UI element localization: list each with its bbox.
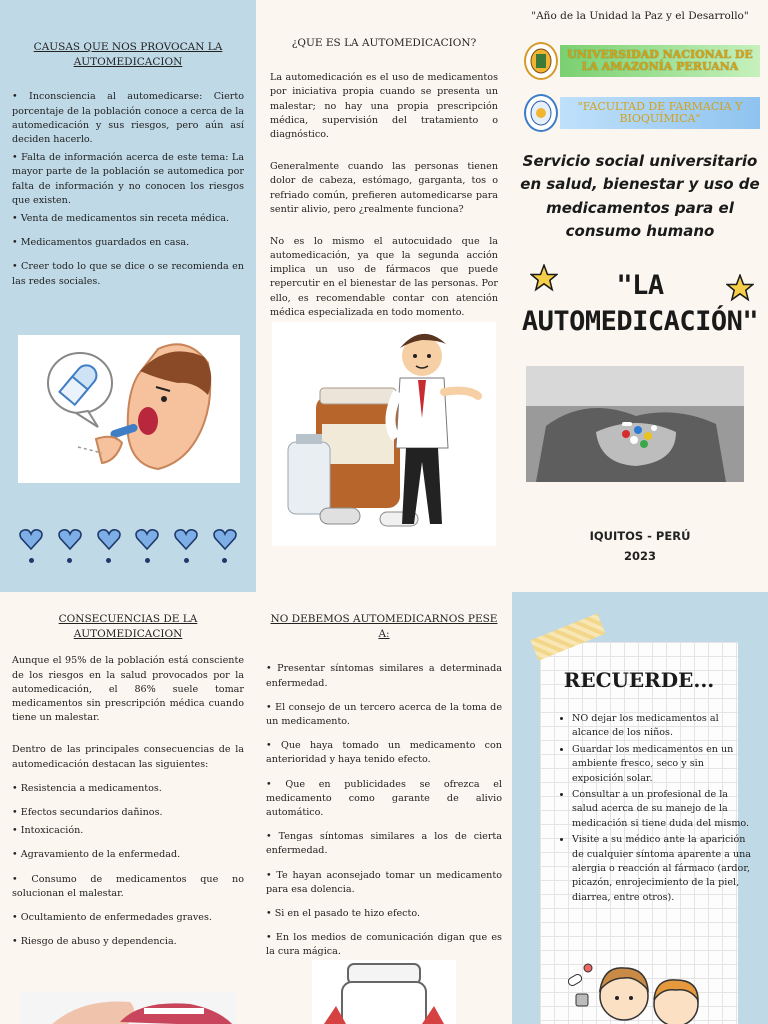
list-item: • Visite a su médico ante la aparición de cualquier síntoma aparente a una alergia o reacción al fármaco (ardor, picazón, enrojecimiento de la piel, diarrea, entre otros).: [572, 833, 752, 905]
hands-pills-photo: [526, 366, 744, 482]
main-title: [512, 268, 768, 341]
mouth-pill-photo: [20, 992, 236, 1024]
list-item: • Consultar a un profesional de la salud acerca de su manejo de la medicación si tiene duda del mismo.: [572, 788, 752, 831]
year: 2023: [623, 548, 656, 563]
paragraph: Aunque el 95% de la población está consciente de los riesgos en la salud provocados por la automedicación, el 86% suele tomar medicamentos sin prescripción médica cuando tiene un malestar.: [12, 655, 244, 724]
city: IQUITOS - PERÚ: [589, 529, 691, 543]
paragraph: Generalmente cuando las personas tienen dolor de cabeza, estómago, garganta, tos o refriado común, prefieren automedicarse para sentir alivio, pero ¿realmente funciona?: [270, 161, 498, 215]
university-banner: [524, 42, 760, 80]
pill-bottle-illustration: [312, 960, 456, 1024]
heart-icon: [212, 528, 238, 563]
list-item: • Te hayan aconsejado tomar un medicamento para esa dolencia.: [266, 869, 502, 895]
paragraph: Dentro de las principales consecuencias de la automedicación destacan las siguientes:: [12, 744, 244, 770]
recuerde-list: [550, 712, 752, 907]
list-item: • Falta de información acerca de este tema: La mayor parte de la población se automedica por falta de información y no conocen los riesgos que existen.: [12, 152, 244, 206]
faculty-banner: [524, 94, 760, 132]
panel-consecuencias: [0, 592, 256, 1024]
consecuencias-heading: CONSECUENCIAS DE LA AUTOMEDICACION: [58, 613, 198, 641]
list-item: • Resistencia a medicamentos.: [12, 782, 162, 794]
list-item: • El consejo de un tercero acerca de la toma de un medicamento.: [266, 701, 502, 727]
list-item: • Medicamentos guardados en casa.: [12, 237, 190, 249]
hearts-decoration: [18, 528, 238, 563]
university-name: UNIVERSIDAD NACIONAL DE LA AMAZONÍA PERUANA: [560, 45, 760, 77]
no-debemos-list: [266, 662, 502, 959]
panel-que-es: [256, 0, 512, 592]
causas-heading: CAUSAS QUE NOS PROVOCAN LA AUTOMEDICACION: [33, 41, 223, 69]
main-title-line2: AUTOMEDICACIÓN": [521, 306, 759, 338]
list-item: • Consumo de medicamentos que no solucionan el malestar.: [12, 873, 244, 899]
doctor-medicine-illustration: [272, 322, 496, 546]
service-title: Servicio social universitario en salud, bienestar y uso de medicamentos para el consumo humano: [520, 152, 760, 240]
causas-list: [12, 90, 244, 288]
university-seal-icon: [524, 42, 558, 80]
list-item: • Venta de medicamentos sin receta médica.: [12, 212, 230, 224]
heart-icon: [134, 528, 160, 563]
panel-cover: [512, 0, 768, 592]
paragraph: No es lo mismo el autocuidado que la automedicación, ya que la segunda acción implica un uso de fármacos que puede repercutir en el bienestar de las personas. Por ello, es recomendable contar con atención médica especializada en todo momento.: [270, 235, 498, 318]
main-title-line1: "LA: [616, 270, 664, 301]
list-item: • Efectos secundarios dañinos.: [12, 806, 163, 818]
que-es-text: [270, 71, 498, 320]
panel-causas: [0, 0, 256, 592]
list-item: • Ocultamiento de enfermedades graves.: [12, 911, 212, 923]
panel-recuerde: [512, 592, 768, 1024]
heart-icon: [57, 528, 83, 563]
heart-icon: [173, 528, 199, 563]
place-year: [512, 527, 768, 566]
list-item: • Agravamiento de la enfermedad.: [12, 849, 181, 861]
list-item: • Si en el pasado te hizo efecto.: [266, 907, 421, 919]
list-item: • Que en publicidades se ofrezca el medicamento como garante de alivio automático.: [266, 778, 502, 818]
list-item: • Guardar los medicamentos en un ambiente fresco, seco y sin exposición solar.: [572, 743, 752, 786]
pill-swallow-illustration: [18, 335, 240, 483]
list-item: • Presentar síntomas similares a determinada enfermedad.: [266, 663, 502, 689]
faculty-name: "FACULTAD DE FARMACIA Y BIOQUÍMICA": [560, 97, 760, 129]
list-item: • En los medios de comunicación digan que es la cura mágica.: [266, 932, 502, 958]
year-motto: "Año de la Unidad la Paz y el Desarrollo": [531, 10, 749, 22]
list-item: • Que haya tomado un medicamento con anterioridad y haya tenido efecto.: [266, 740, 502, 766]
paragraph: La automedicación es el uso de medicamentos por iniciativa propia cuando se presenta un malestar; no hay una propia prescripción médica, supervisión del tratamiento o diagnóstico.: [270, 72, 498, 140]
list-item: • Tengas síntomas similares a los de cierta enfermedad.: [266, 831, 502, 857]
list-item: • Inconsciencia al automedicarse: Cierto porcentaje de la población conoce a cerca de la automedicación y sus riesgos, pero aún así deciden hacerlo.: [12, 91, 244, 145]
que-es-heading: ¿QUE ES LA AUTOMEDICACION?: [291, 37, 477, 49]
list-item: • Creer todo lo que se dice o se recomienda en las redes sociales.: [12, 261, 244, 287]
list-item: • Riesgo de abuso y dependencia.: [12, 936, 177, 948]
faculty-seal-icon: [524, 94, 558, 132]
list-item: • NO dejar los medicamentos al alcance de los niños.: [572, 712, 752, 741]
heart-icon: [96, 528, 122, 563]
list-item: • Intoxicación.: [12, 825, 84, 837]
no-debemos-heading: NO DEBEMOS AUTOMEDICARNOS PESE A:: [270, 613, 498, 641]
recuerde-heading: RECUERDE...: [563, 668, 715, 692]
consecuencias-text: [12, 654, 244, 949]
kids-pills-illustration: [562, 954, 722, 1024]
panel-no-debemos: [256, 592, 512, 1024]
heart-icon: [18, 528, 44, 563]
